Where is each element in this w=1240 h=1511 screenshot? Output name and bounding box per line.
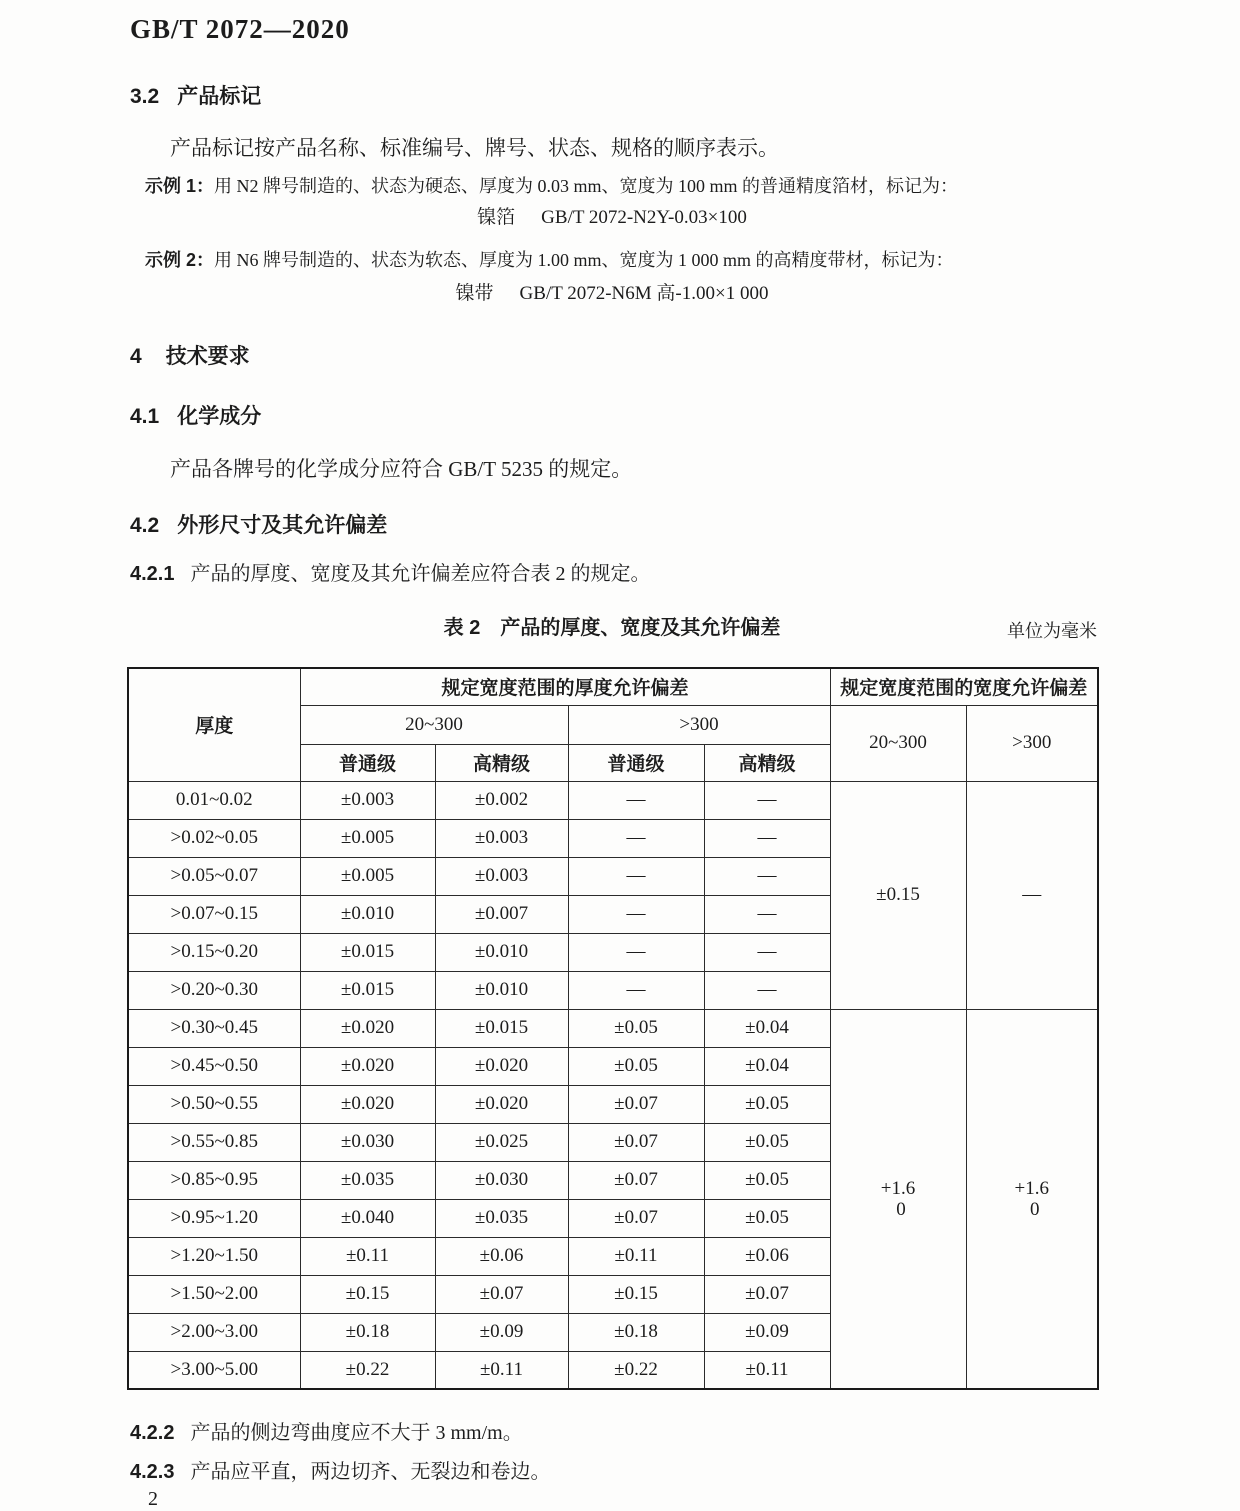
cell-tolerance: — xyxy=(568,933,704,971)
cell-thickness: >0.85~0.95 xyxy=(128,1161,300,1199)
cell-tolerance: ±0.025 xyxy=(435,1123,568,1161)
page-content xyxy=(127,0,1097,1511)
page-number: 2 xyxy=(148,1488,158,1510)
cell-tolerance: ±0.09 xyxy=(704,1313,830,1351)
cell-tolerance: ±0.04 xyxy=(704,1047,830,1085)
clause-text: 产品的侧边弯曲度应不大于 3 mm/m。 xyxy=(190,1422,523,1444)
cell-thickness: >0.95~1.20 xyxy=(128,1199,300,1237)
clause-number: 4.2.1 xyxy=(130,563,175,585)
cell-thickness: >2.00~3.00 xyxy=(128,1313,300,1351)
cell-width-tolerance: — xyxy=(966,781,1098,1009)
cell-tolerance: ±0.020 xyxy=(435,1047,568,1085)
cell-tolerance: ±0.05 xyxy=(704,1161,830,1199)
col-group-width-deviation: 规定宽度范围的宽度允许偏差 xyxy=(830,668,1098,705)
cell-tolerance: ±0.003 xyxy=(435,857,568,895)
col-header-width-range-20-300: 20~300 xyxy=(830,705,966,781)
section-4-1-paragraph: 产品各牌号的化学成分应符合 GB/T 5235 的规定。 xyxy=(170,457,633,481)
cell-thickness: >0.20~0.30 xyxy=(128,971,300,1009)
clause-4-2-3 xyxy=(130,1459,1097,1485)
cell-thickness: >0.50~0.55 xyxy=(128,1085,300,1123)
cell-tolerance: ±0.07 xyxy=(568,1199,704,1237)
section-3-2-paragraph: 产品标记按产品名称、标准编号、牌号、状态、规格的顺序表示。 xyxy=(170,136,779,160)
product-name: 镍箔 xyxy=(477,207,516,228)
table-2-caption-row xyxy=(127,615,1097,641)
example-2-text: 用 N6 牌号制造的、状态为软态、厚度为 1.00 mm、宽度为 1 000 mm 的高精度带材，标记为： xyxy=(214,250,954,270)
cell-tolerance: — xyxy=(568,819,704,857)
col-header-range-gt300: >300 xyxy=(568,705,830,744)
clause-4-2-1 xyxy=(130,561,1097,587)
cell-tolerance: ±0.15 xyxy=(300,1275,435,1313)
col-header-grade-normal: 普通级 xyxy=(568,744,704,781)
table-row xyxy=(128,1009,1098,1047)
cell-tolerance: ±0.07 xyxy=(704,1275,830,1313)
section-number: 4 xyxy=(130,345,142,368)
cell-tolerance: — xyxy=(704,857,830,895)
clause-text: 产品的厚度、宽度及其允许偏差应符合表 2 的规定。 xyxy=(190,563,651,585)
clause-text: 产品应平直，两边切齐、无裂边和卷边。 xyxy=(190,1461,551,1483)
col-group-thickness-deviation: 规定宽度范围的厚度允许偏差 xyxy=(300,668,830,705)
example-2 xyxy=(130,248,1097,272)
cell-tolerance: — xyxy=(568,857,704,895)
cell-tolerance: ±0.003 xyxy=(300,781,435,819)
cell-tolerance: ±0.22 xyxy=(300,1351,435,1389)
section-title: 技术要求 xyxy=(165,345,250,368)
section-number: 4.2 xyxy=(130,514,160,537)
section-number: 4.1 xyxy=(130,405,160,428)
section-3-2-heading xyxy=(130,84,1097,110)
cell-thickness: >0.15~0.20 xyxy=(128,933,300,971)
cell-tolerance: ±0.05 xyxy=(568,1009,704,1047)
cell-tolerance: ±0.05 xyxy=(568,1047,704,1085)
table-title: 产品的厚度、宽度及其允许偏差 xyxy=(500,617,781,639)
section-4-1-heading xyxy=(130,404,1097,430)
cell-thickness: >0.05~0.07 xyxy=(128,857,300,895)
example-1-text: 用 N2 牌号制造的、状态为硬态、厚度为 0.03 mm、宽度为 100 mm 的普通精度箔材，标记为： xyxy=(214,176,959,196)
cell-tolerance: — xyxy=(704,933,830,971)
cell-tolerance: ±0.035 xyxy=(435,1199,568,1237)
section-4-heading xyxy=(130,344,1097,370)
example-1-marking xyxy=(127,206,1097,230)
cell-thickness: >0.30~0.45 xyxy=(128,1009,300,1047)
table-2 xyxy=(127,667,1099,1390)
example-1 xyxy=(130,174,1097,198)
section-title: 外形尺寸及其允许偏差 xyxy=(177,514,388,537)
cell-tolerance: ±0.05 xyxy=(704,1199,830,1237)
cell-tolerance: — xyxy=(568,781,704,819)
cell-thickness: >1.50~2.00 xyxy=(128,1275,300,1313)
marking-code: GB/T 2072-N2Y-0.03×100 xyxy=(541,207,747,228)
clause-number: 4.2.2 xyxy=(130,1422,175,1444)
cell-tolerance: ±0.040 xyxy=(300,1199,435,1237)
cell-thickness: >0.02~0.05 xyxy=(128,819,300,857)
cell-width-tolerance: +1.6 0 xyxy=(830,1009,966,1389)
cell-tolerance: ±0.18 xyxy=(568,1313,704,1351)
cell-tolerance: ±0.015 xyxy=(300,933,435,971)
section-4-2-heading xyxy=(130,513,1097,539)
cell-tolerance: ±0.06 xyxy=(435,1237,568,1275)
clause-4-2-2 xyxy=(130,1420,1097,1446)
cell-thickness: >0.55~0.85 xyxy=(128,1123,300,1161)
cell-tolerance: ±0.035 xyxy=(300,1161,435,1199)
cell-tolerance: ±0.07 xyxy=(435,1275,568,1313)
section-number: 3.2 xyxy=(130,85,160,108)
cell-tolerance: ±0.003 xyxy=(435,819,568,857)
cell-tolerance: ±0.010 xyxy=(300,895,435,933)
cell-tolerance: ±0.010 xyxy=(435,971,568,1009)
cell-tolerance: ±0.030 xyxy=(300,1123,435,1161)
col-header-grade-normal: 普通级 xyxy=(300,744,435,781)
cell-tolerance: ±0.05 xyxy=(704,1123,830,1161)
table-row xyxy=(128,781,1098,819)
example-2-marking xyxy=(127,282,1097,306)
cell-tolerance: ±0.18 xyxy=(300,1313,435,1351)
cell-tolerance: — xyxy=(704,971,830,1009)
cell-width-tolerance: +1.6 0 xyxy=(966,1009,1098,1389)
table-body xyxy=(128,781,1098,1389)
cell-tolerance: ±0.05 xyxy=(704,1085,830,1123)
example-2-label: 示例 2： xyxy=(145,250,215,270)
cell-tolerance: ±0.22 xyxy=(568,1351,704,1389)
table-2-header xyxy=(128,668,1098,781)
example-1-label: 示例 1： xyxy=(145,176,215,196)
col-header-grade-high: 高精级 xyxy=(435,744,568,781)
cell-tolerance: ±0.06 xyxy=(704,1237,830,1275)
cell-tolerance: ±0.002 xyxy=(435,781,568,819)
cell-tolerance: ±0.020 xyxy=(435,1085,568,1123)
cell-tolerance: ±0.04 xyxy=(704,1009,830,1047)
cell-thickness: >0.07~0.15 xyxy=(128,895,300,933)
table-label: 表 2 xyxy=(443,617,481,639)
col-header-thickness: 厚度 xyxy=(128,668,300,781)
section-title: 产品标记 xyxy=(177,85,262,108)
cell-tolerance: ±0.030 xyxy=(435,1161,568,1199)
clause-number: 4.2.3 xyxy=(130,1461,175,1483)
cell-tolerance: ±0.11 xyxy=(568,1237,704,1275)
cell-tolerance: — xyxy=(568,895,704,933)
cell-tolerance: ±0.015 xyxy=(435,1009,568,1047)
cell-tolerance: ±0.15 xyxy=(568,1275,704,1313)
cell-tolerance: ±0.07 xyxy=(568,1161,704,1199)
cell-tolerance: ±0.005 xyxy=(300,819,435,857)
table-2-caption xyxy=(127,615,1097,641)
cell-tolerance: ±0.015 xyxy=(300,971,435,1009)
marking-code: GB/T 2072-N6M 高-1.00×1 000 xyxy=(519,283,769,304)
cell-tolerance: ±0.005 xyxy=(300,857,435,895)
cell-tolerance: ±0.11 xyxy=(300,1237,435,1275)
cell-width-tolerance: ±0.15 xyxy=(830,781,966,1009)
cell-tolerance: — xyxy=(704,819,830,857)
cell-tolerance: — xyxy=(704,895,830,933)
cell-thickness: >3.00~5.00 xyxy=(128,1351,300,1389)
cell-tolerance: — xyxy=(568,971,704,1009)
cell-tolerance: ±0.07 xyxy=(568,1085,704,1123)
col-header-range-20-300: 20~300 xyxy=(300,705,568,744)
cell-tolerance: ±0.020 xyxy=(300,1009,435,1047)
cell-tolerance: ±0.09 xyxy=(435,1313,568,1351)
section-title: 化学成分 xyxy=(177,405,262,428)
cell-thickness: >1.20~1.50 xyxy=(128,1237,300,1275)
cell-thickness: >0.45~0.50 xyxy=(128,1047,300,1085)
cell-tolerance: — xyxy=(704,781,830,819)
product-name: 镍带 xyxy=(455,283,494,304)
cell-tolerance: ±0.010 xyxy=(435,933,568,971)
cell-tolerance: ±0.007 xyxy=(435,895,568,933)
col-header-width-range-gt300: >300 xyxy=(966,705,1098,781)
cell-tolerance: ±0.07 xyxy=(568,1123,704,1161)
cell-tolerance: ±0.11 xyxy=(435,1351,568,1389)
cell-tolerance: ±0.11 xyxy=(704,1351,830,1389)
unit-note: 单位为毫米 xyxy=(1007,621,1097,641)
cell-tolerance: ±0.020 xyxy=(300,1085,435,1123)
cell-thickness: 0.01~0.02 xyxy=(128,781,300,819)
cell-tolerance: ±0.020 xyxy=(300,1047,435,1085)
standard-number-header: GB/T 2072—2020 xyxy=(130,14,350,44)
col-header-grade-high: 高精级 xyxy=(704,744,830,781)
